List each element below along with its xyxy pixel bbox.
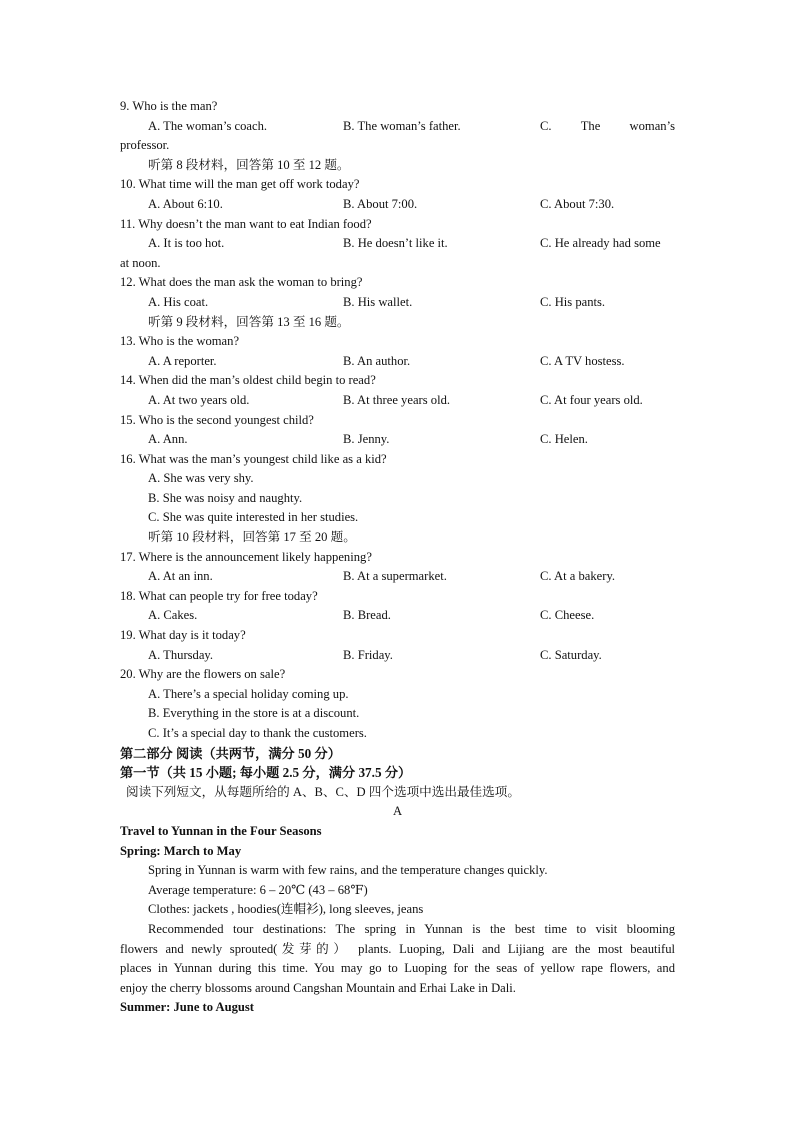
option-b: B. The woman’s father. — [343, 118, 461, 133]
option-a: A. Ann. — [148, 432, 188, 447]
option-c — [540, 117, 675, 137]
question-16: 16. What was the man’s youngest child like as a kid? — [120, 451, 387, 466]
spring-line: Spring in Yunnan is warm with few rains, and the temperature changes quickly. — [148, 863, 548, 878]
option-a: A. At two years old. — [148, 392, 250, 407]
option-a: A. About 6:10. — [148, 196, 223, 211]
section-one-heading: 第一节（共 15 小题; 每小题 2.5 分，满分 37.5 分） — [120, 765, 412, 781]
reading-instruction: 阅读下列短文，从每题所给的 A、B、C、D 四个选项中选出最佳选项。 — [126, 784, 520, 799]
option-c-continued: professor. — [120, 138, 170, 153]
question-20: 20. Why are the flowers on sale? — [120, 667, 286, 682]
option-c-part: The — [580, 118, 601, 133]
passage-title: Travel to Yunnan in the Four Seasons — [120, 823, 322, 838]
option-c: C. A TV hostess. — [540, 353, 625, 368]
material-heading-9: 听第 9 段材料，回答第 13 至 16 题。 — [148, 314, 350, 329]
option-c: C. About 7:30. — [540, 196, 615, 211]
passage-letter: A — [392, 804, 403, 819]
question-19: 19. What day is it today? — [120, 628, 246, 643]
options-17 — [120, 567, 675, 587]
exam-page — [120, 97, 675, 1018]
spring-line: Clothes: jackets , hoodies(连帽衫), long sleeves, jeans — [148, 902, 424, 917]
option-c-part: woman’s — [629, 118, 675, 133]
options-10 — [120, 195, 675, 215]
option-a: A. She was very shy. — [148, 471, 254, 486]
question-11: 11. Why doesn’t the man want to eat Indian food? — [120, 216, 372, 231]
options-9 — [120, 117, 675, 137]
question-10: 10. What time will the man get off work today? — [120, 177, 360, 192]
spring-heading: Spring: March to May — [120, 843, 242, 858]
spring-paragraph-line: flowers and newly sprouted(发芽的） plants. Luoping, Dali and Lijiang are the most beautiful — [120, 941, 675, 956]
option-a: A. The woman’s coach. — [148, 118, 268, 133]
option-a: A. His coat. — [148, 294, 209, 309]
option-c: C. She was quite interested in her studies. — [148, 510, 359, 525]
options-13 — [120, 352, 675, 372]
question-14: 14. When did the man’s oldest child begin to read? — [120, 373, 376, 388]
option-c: C. At four years old. — [540, 392, 643, 407]
option-c: C. Saturday. — [540, 647, 602, 662]
options-14 — [120, 391, 675, 411]
question-18: 18. What can people try for free today? — [120, 588, 318, 603]
option-c: C. It’s a special day to thank the customers. — [148, 726, 367, 740]
spring-line: Average temperature: 6 – 20℃ (43 – 68℉) — [148, 882, 368, 897]
options-11 — [120, 234, 675, 254]
option-c: C. At a bakery. — [540, 569, 616, 584]
option-b: B. He doesn’t like it. — [343, 236, 448, 251]
options-19 — [120, 646, 675, 666]
options-18 — [120, 606, 675, 626]
option-c: C. Helen. — [540, 432, 588, 447]
option-b: B. Jenny. — [343, 432, 390, 447]
part-two-heading: 第二部分 阅读（共两节，满分 50 分） — [120, 745, 341, 761]
question-9: 9. Who is the man? — [120, 99, 218, 113]
option-b: B. An author. — [343, 353, 411, 368]
option-a: A. There’s a special holiday coming up. — [148, 686, 349, 701]
option-b: B. About 7:00. — [343, 196, 418, 211]
option-b: B. His wallet. — [343, 294, 413, 309]
option-c: C. He already had some — [540, 236, 661, 251]
option-a: A. It is too hot. — [148, 236, 225, 251]
option-b: B. At three years old. — [343, 392, 451, 407]
options-15 — [120, 430, 675, 450]
option-c: C. His pants. — [540, 294, 606, 309]
option-c: C. Cheese. — [540, 608, 595, 623]
option-b: B. At a supermarket. — [343, 569, 447, 584]
spring-paragraph-line: places in Yunnan during this time. You may go to Luoping for the seas of yellow rape flowers, and — [120, 961, 675, 976]
option-a: A. Thursday. — [148, 647, 214, 662]
spring-paragraph-line: Recommended tour destinations: The spring in Yunnan is the best time to visit blooming — [148, 921, 675, 936]
option-b: B. She was noisy and naughty. — [148, 490, 303, 505]
question-12: 12. What does the man ask the woman to bring? — [120, 275, 363, 290]
material-heading-8: 听第 8 段材料，回答第 10 至 12 题。 — [148, 157, 350, 172]
options-12 — [120, 293, 675, 313]
summer-heading: Summer: June to August — [120, 1000, 254, 1015]
option-a: A. At an inn. — [148, 569, 213, 584]
option-a: A. Cakes. — [148, 608, 198, 623]
option-b: B. Friday. — [343, 647, 393, 662]
option-a: A. A reporter. — [148, 353, 217, 368]
option-c-part: C. — [540, 118, 552, 133]
option-b: B. Everything in the store is at a discount. — [148, 706, 360, 721]
option-b: B. Bread. — [343, 608, 391, 623]
material-heading-10: 听第 10 段材料，回答第 17 至 20 题。 — [148, 530, 356, 545]
question-17: 17. Where is the announcement likely happening? — [120, 549, 372, 564]
option-c-continued: at noon. — [120, 255, 161, 270]
spring-paragraph-line: enjoy the cherry blossoms around Cangshan Mountain and Erhai Lake in Dali. — [120, 980, 516, 995]
question-13: 13. Who is the woman? — [120, 334, 240, 349]
question-15: 15. Who is the second youngest child? — [120, 412, 314, 427]
